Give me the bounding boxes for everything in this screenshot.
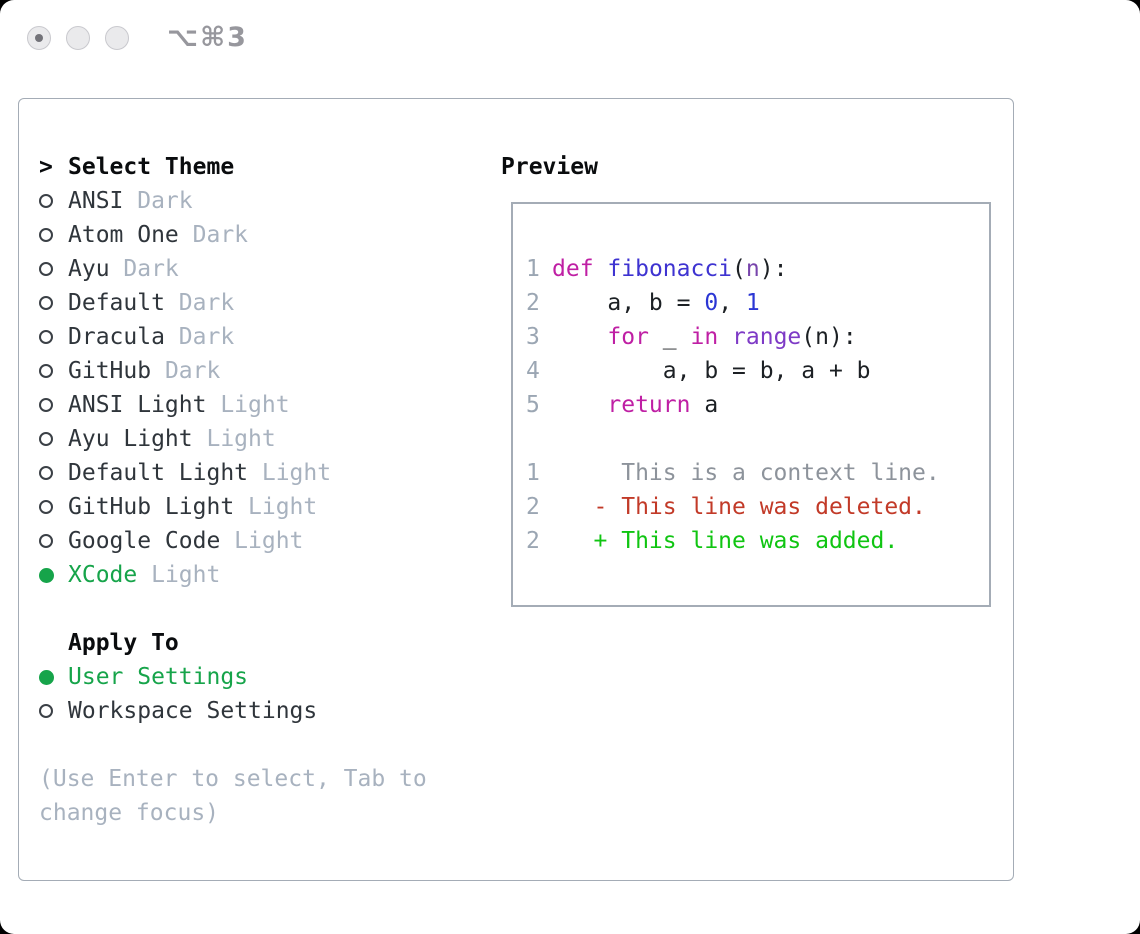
theme-option-ansi-light[interactable] bbox=[39, 388, 489, 422]
theme-option-ayu-light[interactable] bbox=[39, 422, 489, 456]
apply-option-user-settings[interactable] bbox=[39, 660, 489, 694]
preview-lines bbox=[526, 252, 989, 558]
radio-unselected-icon bbox=[39, 262, 68, 276]
radio-unselected-icon bbox=[39, 364, 68, 378]
apply-to-header bbox=[39, 626, 489, 660]
prompt-chevron-icon: > bbox=[39, 154, 53, 180]
theme-picker-panel bbox=[18, 98, 1014, 881]
token-plain: a bbox=[690, 392, 719, 418]
spacer-row bbox=[39, 728, 489, 762]
window-control-minimize[interactable] bbox=[66, 26, 90, 50]
preview-pane bbox=[511, 202, 991, 607]
token-number: 0 bbox=[704, 290, 719, 316]
theme-variant-tag: Light bbox=[261, 460, 332, 486]
window-control-active-dot-icon bbox=[35, 34, 43, 42]
token-plain: _ bbox=[648, 324, 691, 350]
code-line-2 bbox=[526, 286, 989, 320]
radio-unselected-icon bbox=[39, 432, 68, 446]
theme-name: Ayu bbox=[68, 256, 110, 282]
line-number: 5 bbox=[526, 392, 540, 418]
window-controls bbox=[27, 26, 129, 50]
theme-variant-tag: Dark bbox=[178, 324, 235, 350]
token-context: This is a context line. bbox=[552, 460, 940, 486]
select-theme-header bbox=[39, 150, 489, 184]
footer-hint-line-1: (Use Enter to select, Tab to bbox=[39, 766, 427, 792]
line-number: 1 bbox=[526, 460, 540, 486]
theme-variant-tag: Light bbox=[151, 562, 221, 588]
theme-variant-tag: Dark bbox=[178, 290, 235, 316]
theme-variant-tag: Light bbox=[248, 494, 318, 520]
theme-name: Atom One bbox=[68, 222, 179, 248]
spacer-row bbox=[39, 592, 489, 626]
apply-option-name: User Settings bbox=[68, 664, 249, 690]
footer-hint-line-2: change focus) bbox=[39, 800, 220, 826]
token-keyword: for bbox=[607, 324, 649, 350]
token-number: 1 bbox=[745, 290, 760, 316]
radio-unselected-icon bbox=[39, 330, 68, 344]
diff-deleted-line bbox=[526, 490, 989, 524]
theme-variant-tag: Light bbox=[234, 528, 304, 554]
theme-name: Google Code bbox=[68, 528, 221, 554]
apply-option-workspace-settings[interactable] bbox=[39, 694, 489, 728]
radio-unselected-icon bbox=[39, 296, 68, 310]
token-plain: a, b = b, a + b bbox=[552, 358, 871, 384]
token-plain: , bbox=[718, 290, 746, 316]
diff-context-line bbox=[526, 456, 989, 490]
theme-name: Dracula bbox=[68, 324, 165, 350]
theme-option-atom-one[interactable] bbox=[39, 218, 489, 252]
theme-list-column bbox=[39, 150, 489, 830]
line-number: 2 bbox=[526, 528, 540, 554]
token-plain: a, b = bbox=[552, 290, 705, 316]
theme-name: GitHub Light bbox=[68, 494, 235, 520]
line-number: 2 bbox=[526, 290, 540, 316]
code-line-1 bbox=[526, 252, 989, 286]
theme-name: Default bbox=[68, 290, 165, 316]
theme-option-dracula[interactable] bbox=[39, 320, 489, 354]
theme-option-default[interactable] bbox=[39, 286, 489, 320]
theme-variant-tag: Dark bbox=[164, 358, 221, 384]
apply-options-list bbox=[39, 660, 489, 728]
line-number bbox=[526, 422, 552, 456]
theme-name: GitHub bbox=[68, 358, 152, 384]
code-line-3 bbox=[526, 320, 989, 354]
window-control-zoom[interactable] bbox=[105, 26, 129, 50]
diff-added-line bbox=[526, 524, 989, 558]
token-added: + This line was added. bbox=[552, 528, 899, 554]
preview-title: Preview bbox=[501, 154, 598, 180]
theme-option-google-code[interactable] bbox=[39, 524, 489, 558]
theme-options-list bbox=[39, 184, 489, 592]
token-plain bbox=[594, 252, 608, 286]
apply-to-title: Apply To bbox=[68, 630, 179, 656]
theme-variant-tag: Light bbox=[220, 392, 290, 418]
theme-option-xcode[interactable] bbox=[39, 558, 489, 592]
theme-name: Default Light bbox=[68, 460, 249, 486]
theme-option-github[interactable] bbox=[39, 354, 489, 388]
theme-name: ANSI Light bbox=[68, 392, 207, 418]
radio-unselected-icon bbox=[39, 228, 68, 242]
token-param: n bbox=[745, 256, 760, 282]
theme-option-default-light[interactable] bbox=[39, 456, 489, 490]
token-plain bbox=[718, 320, 732, 354]
window-control-close[interactable] bbox=[27, 26, 51, 50]
select-theme-title: Select Theme bbox=[68, 154, 235, 180]
radio-unselected-icon bbox=[39, 194, 68, 208]
token-function: fibonacci bbox=[607, 256, 733, 282]
radio-unselected-icon bbox=[39, 466, 68, 480]
line-number: 3 bbox=[526, 324, 540, 350]
radio-selected-icon bbox=[39, 568, 68, 583]
code-line-4 bbox=[526, 354, 989, 388]
apply-option-name: Workspace Settings bbox=[68, 698, 318, 724]
radio-selected-icon bbox=[39, 670, 68, 685]
keyboard-shortcut-label: ⌥⌘3 bbox=[167, 22, 248, 53]
radio-unselected-icon bbox=[39, 704, 68, 718]
token-keyword: return bbox=[607, 392, 691, 418]
line-number: 4 bbox=[526, 358, 540, 384]
radio-unselected-icon bbox=[39, 398, 68, 412]
radio-unselected-icon bbox=[39, 534, 68, 548]
line-number: 1 bbox=[526, 256, 540, 282]
token-deleted: - This line was deleted. bbox=[552, 494, 926, 520]
token-keyword: in bbox=[690, 324, 719, 350]
token-plain bbox=[552, 320, 607, 354]
token-plain bbox=[552, 388, 607, 422]
theme-option-ayu[interactable] bbox=[39, 252, 489, 286]
token-plain: ( bbox=[732, 256, 746, 282]
token-keyword: def bbox=[552, 256, 594, 282]
theme-name: Ayu Light bbox=[68, 426, 193, 452]
preview-header bbox=[501, 150, 1006, 184]
theme-name: ANSI bbox=[68, 188, 124, 214]
line-number: 2 bbox=[526, 494, 540, 520]
radio-unselected-icon bbox=[39, 500, 68, 514]
preview-column bbox=[501, 150, 1006, 607]
theme-variant-tag: Dark bbox=[137, 188, 193, 214]
window-titlebar bbox=[0, 0, 1140, 76]
theme-option-github-light[interactable] bbox=[39, 490, 489, 524]
theme-variant-tag: Dark bbox=[192, 222, 249, 248]
token-plain: ): bbox=[759, 256, 788, 282]
theme-variant-tag: Light bbox=[206, 426, 276, 452]
blank-line bbox=[526, 422, 989, 456]
token-plain: (n): bbox=[801, 324, 857, 350]
theme-variant-tag: Dark bbox=[123, 256, 179, 282]
code-line-5 bbox=[526, 388, 989, 422]
token-type: range bbox=[732, 324, 802, 350]
theme-name: XCode bbox=[68, 562, 138, 588]
theme-option-ansi[interactable] bbox=[39, 184, 489, 218]
